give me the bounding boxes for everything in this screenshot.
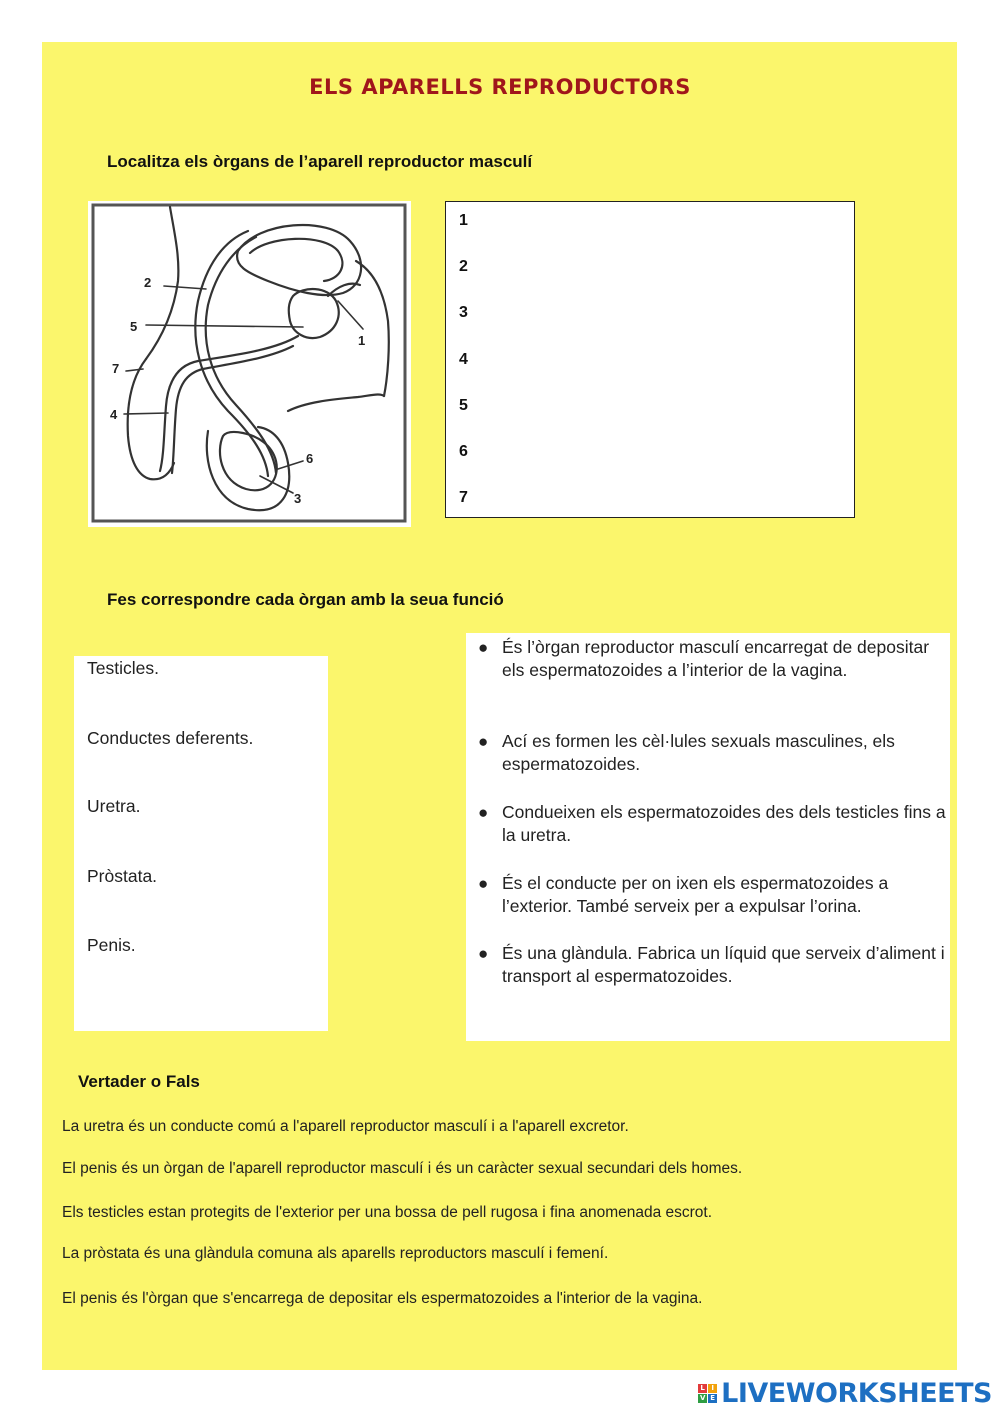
function-text: Condueixen els espermatozoides des dels testicles fins a la uretra. (502, 802, 946, 845)
answer-box-organs (445, 201, 855, 518)
diagram-label-6: 6 (306, 451, 314, 466)
true-false-statement[interactable]: Els testicles estan protegits de l'exterior per una bossa de pell rugosa i fina anomenada escrot. (62, 1204, 713, 1221)
diagram-drawing (88, 201, 411, 527)
bullet-icon: ● (478, 732, 489, 751)
organ-item-vas-deferens[interactable]: Conductes deferents. (87, 728, 254, 748)
function-item[interactable] (478, 872, 948, 918)
section-heading-match-function: Fes correspondre cada òrgan amb la seua funció (107, 590, 504, 609)
logo-text: LIVEWORKSHEETS (721, 1377, 992, 1409)
function-item[interactable] (478, 636, 948, 682)
true-false-statement[interactable]: El penis és un òrgan de l'aparell reproductor masculí i és un caràcter sexual secundari dels homes. (62, 1160, 743, 1177)
function-item[interactable] (478, 730, 948, 776)
bullet-icon: ● (478, 874, 489, 893)
function-text: És una glàndula. Fabrica un líquid que serveix d’aliment i transport al espermatozoides. (502, 943, 945, 986)
diagram-label-3: 3 (294, 491, 302, 506)
organ-list-box (74, 656, 328, 1031)
answer-number-4[interactable]: 4 (459, 351, 468, 368)
diagram-label-7: 7 (112, 361, 120, 376)
function-item[interactable] (478, 801, 948, 847)
logo-letter: L (698, 1384, 707, 1393)
organ-item-testicles[interactable]: Testicles. (87, 658, 159, 678)
bullet-icon: ● (478, 638, 489, 657)
answer-number-6[interactable]: 6 (459, 443, 468, 460)
section-heading-true-false: Vertader o Fals (78, 1072, 200, 1091)
true-false-statement[interactable]: La uretra és un conducte comú a l'aparell reproductor masculí i a l'aparell excretor. (62, 1118, 629, 1135)
section-heading-locate-organs: Localitza els òrgans de l’aparell reproductor masculí (107, 152, 533, 171)
answer-number-5[interactable]: 5 (459, 397, 468, 414)
diagram-label-1: 1 (358, 333, 366, 348)
true-false-statement[interactable]: El penis és l'òrgan que s'encarrega de depositar els espermatozoides a l'interior de la vagina. (62, 1290, 703, 1307)
bullet-icon: ● (478, 803, 489, 822)
logo-letter: E (708, 1394, 717, 1403)
leader-line-4 (124, 413, 168, 414)
diagram-label-2: 2 (144, 275, 152, 290)
logo-letter: I (708, 1384, 717, 1393)
function-item[interactable] (478, 942, 948, 988)
bullet-icon: ● (478, 944, 489, 963)
answer-number-3[interactable]: 3 (459, 304, 468, 321)
function-text: És l’òrgan reproductor masculí encarregat de depositar els espermatozoides a l’interior de la vagina. (502, 637, 930, 680)
function-list-box (466, 633, 950, 1041)
logo-letter: V (699, 1393, 706, 1402)
diagram-label-5: 5 (130, 319, 138, 334)
organ-item-prostate[interactable]: Pròstata. (87, 866, 158, 886)
answer-number-1[interactable]: 1 (459, 212, 468, 229)
function-text: És el conducte per on ixen els espermatozoides a l’exterior. També serveix per a expulsar l’orina. (502, 873, 889, 916)
function-text: Ací es formen les cèl·lules sexuals masculines, els espermatozoides. (502, 731, 895, 774)
liveworksheets-logo[interactable] (698, 1375, 992, 1411)
answer-number-7[interactable]: 7 (459, 489, 468, 506)
page-title: ELS APARELLS REPRODUCTORS (309, 75, 691, 99)
diagram-label-4: 4 (110, 407, 118, 422)
logo-icon (698, 1384, 717, 1403)
reproductive-system-diagram (88, 201, 411, 527)
answer-number-2[interactable]: 2 (459, 258, 468, 275)
organ-item-penis[interactable]: Penis. (87, 935, 136, 955)
true-false-statement[interactable]: La pròstata és una glàndula comuna als aparells reproductors masculí i femení. (62, 1245, 609, 1262)
organ-item-urethra[interactable]: Uretra. (87, 796, 141, 816)
